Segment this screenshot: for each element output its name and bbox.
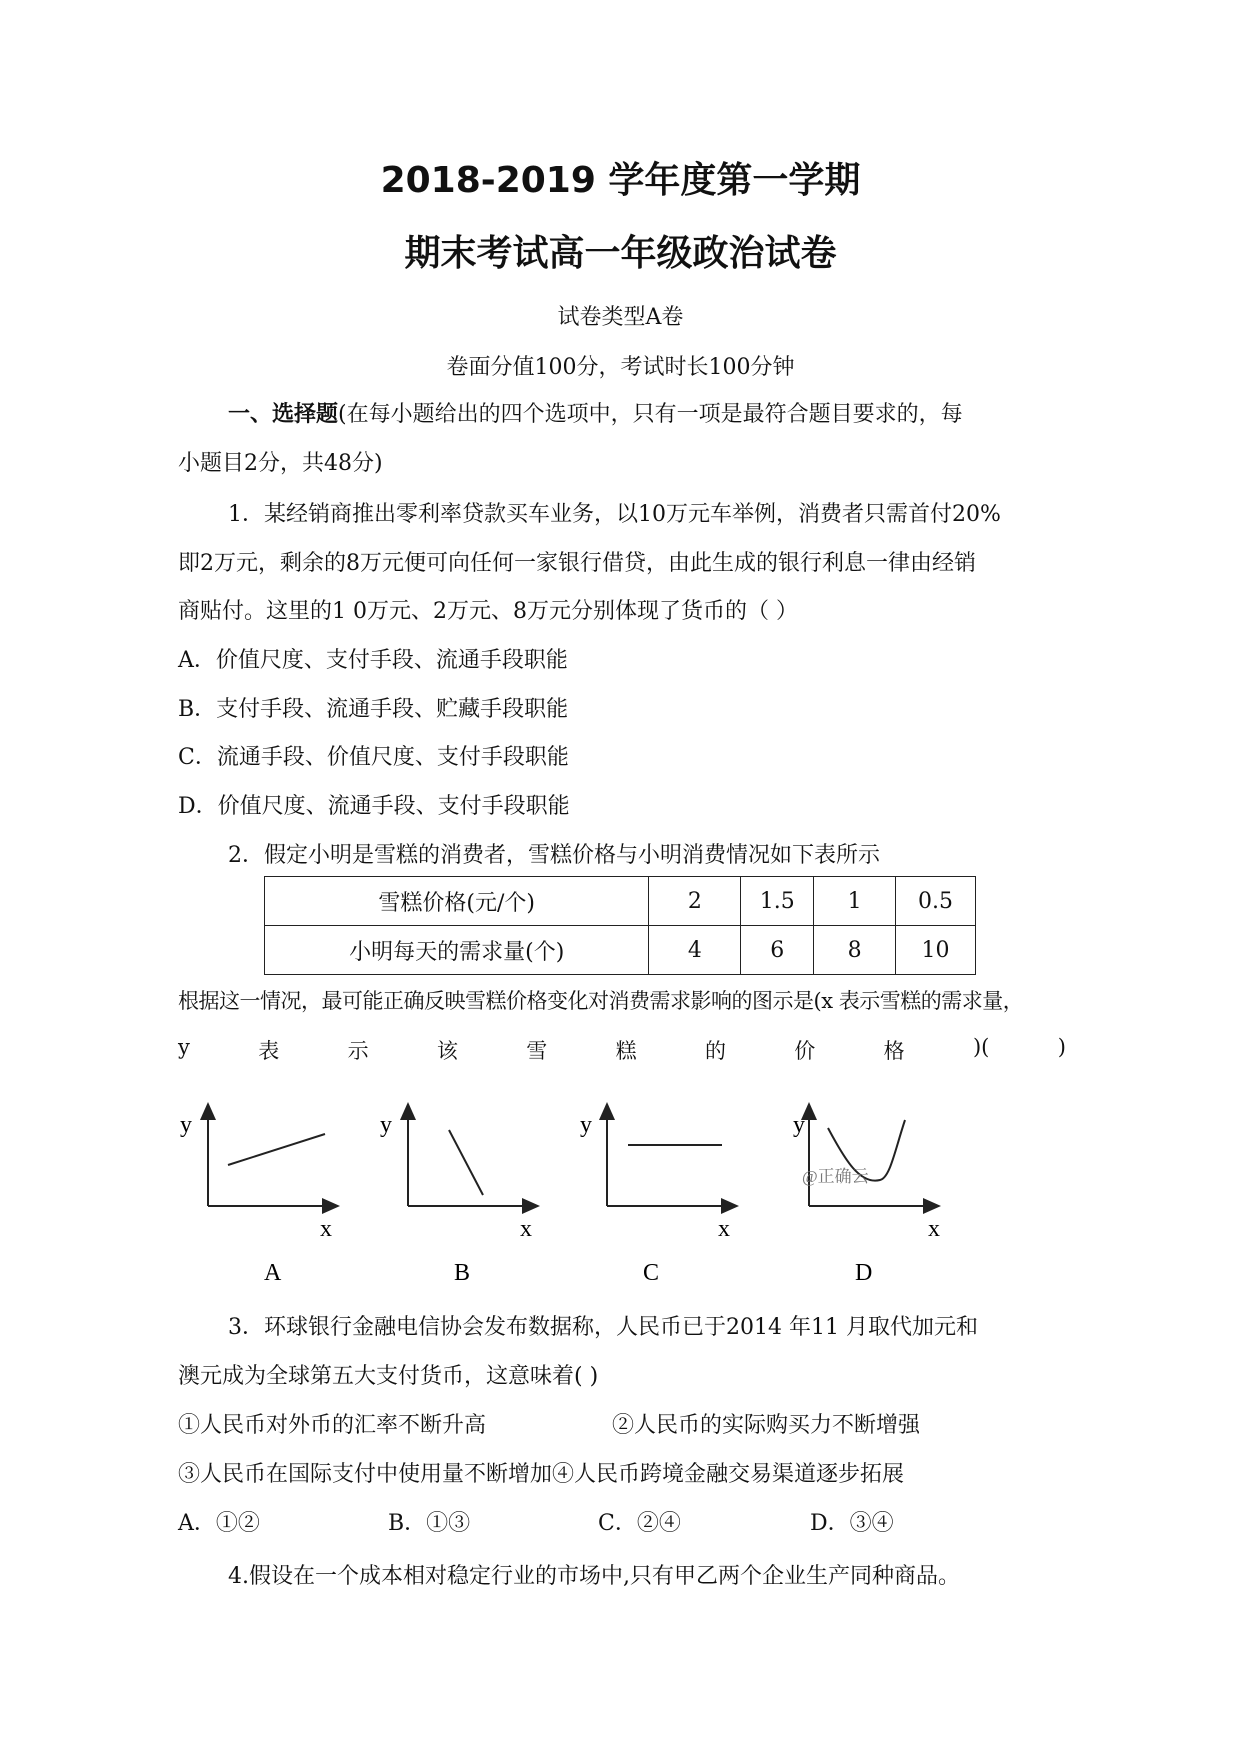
q3-line1: 3．环球银行金融电信协会发布数据称，人民币已于2014 年11 月取代加元和 <box>228 1315 978 1340</box>
graph-a-x-label: x <box>320 1216 332 1242</box>
graph-a-label: A <box>264 1260 282 1286</box>
q3-item2: ②人民币的实际购买力不断增强 <box>612 1413 921 1438</box>
table-cell: 4 <box>649 926 741 975</box>
q2-word: 格 <box>883 1039 905 1063</box>
graph-a <box>180 1110 332 1286</box>
exam-title-line1: 2018-2019 学年度第一学期 <box>380 160 861 201</box>
q2-word: 表 <box>258 1039 280 1063</box>
q1-line2: 即2万元，剩余的8万元便可向任何一家银行借贷，由此生成的银行利息一律由经销 <box>178 551 976 576</box>
graph-d <box>793 1110 940 1286</box>
q2-word: 糕 <box>615 1039 637 1063</box>
q1-line1: 1．某经销商推出零利率贷款买车业务，以10万元车举例，消费者只需首付20% <box>228 502 1001 527</box>
q1-option-c: C．流通手段、价值尺度、支付手段职能 <box>178 745 569 770</box>
section-instruction-line2: 小题目2分，共48分) <box>178 451 383 476</box>
graph-c-y-label: y <box>580 1112 592 1138</box>
graph-b-y-label: y <box>380 1112 392 1138</box>
paper-type: 试卷类型A卷 <box>557 305 684 330</box>
q2-graphs <box>0 1100 1241 1300</box>
table-cell: 1.5 <box>741 877 814 926</box>
graph-b-x-label: x <box>520 1216 532 1242</box>
q2-stem: 2．假定小明是雪糕的消费者，雪糕价格与小明消费情况如下表所示 <box>228 843 880 868</box>
q3-option-d: D．③④ <box>810 1511 894 1536</box>
q2-word: 雪 <box>526 1039 548 1063</box>
graph-a-curve <box>228 1134 325 1165</box>
graph-a-y-label: y <box>180 1112 192 1138</box>
table-cell: 0.5 <box>896 877 976 926</box>
graph-d-x-label: x <box>928 1216 940 1242</box>
table-row <box>265 877 976 926</box>
q2-word: 的 <box>704 1039 726 1063</box>
table-cell: 6 <box>741 926 814 975</box>
graph-b-curve <box>449 1130 483 1195</box>
table-row <box>265 926 976 975</box>
graph-c-label: C <box>643 1260 660 1286</box>
q3-option-c: C．②④ <box>598 1511 681 1536</box>
table-cell-label: 雪糕价格(元/个) <box>265 877 649 926</box>
graph-d-label: D <box>855 1260 873 1286</box>
q1-option-a: A．价值尺度、支付手段、流通手段职能 <box>178 648 568 673</box>
table-cell: 1 <box>814 877 896 926</box>
q1-option-b: B．支付手段、流通手段、贮藏手段职能 <box>178 697 569 722</box>
q3-item34: ③人民币在国际支付中使用量不断增加④人民币跨境金融交易渠道逐步拓展 <box>178 1462 905 1487</box>
q1-option-d: D．价值尺度、流通手段、支付手段职能 <box>178 794 570 819</box>
section-instruction-line1 <box>228 397 963 428</box>
table-cell-label: 小明每天的需求量(个) <box>265 926 649 975</box>
graph-b-label: B <box>454 1260 471 1286</box>
graph-c-x-label: x <box>718 1216 730 1242</box>
q4-line1: 4.假设在一个成本相对稳定行业的市场中,只有甲乙两个企业生产同种商品。 <box>228 1564 960 1589</box>
graph-d-y-label: y <box>793 1112 805 1138</box>
q2-word: ) <box>1057 1035 1066 1059</box>
q2-word: )( <box>972 1035 990 1059</box>
q2-question-line2 <box>178 1035 1066 1065</box>
section-heading: 一、选择题 <box>228 402 339 427</box>
q2-word: 该 <box>436 1039 458 1063</box>
q2-word: 示 <box>347 1039 369 1063</box>
q3-option-b: B．①③ <box>388 1511 471 1536</box>
table-cell: 2 <box>649 877 741 926</box>
q3-option-a: A．①② <box>178 1511 260 1536</box>
q2-data-table <box>264 876 976 975</box>
exam-title-line2: 期末考试高一年级政治试卷 <box>404 233 837 274</box>
q2-word: 价 <box>794 1039 816 1063</box>
q3-line2: 澳元成为全球第五大支付货币，这意味着( ) <box>178 1364 599 1389</box>
section-instruction-text: (在每小题给出的四个选项中，只有一项是最符合题目要求的，每 <box>338 402 963 427</box>
q2-question-line1: 根据这一情况，最可能正确反映雪糕价格变化对消费需求影响的图示是(x 表示雪糕的需求量， <box>178 989 1024 1013</box>
q3-item1: ①人民币对外币的汇率不断升高 <box>178 1413 487 1438</box>
q1-line3: 商贴付。这里的1 0万元、2万元、8万元分别体现了货币的（ ） <box>178 599 798 624</box>
q2-word: y <box>178 1035 190 1059</box>
table-cell: 10 <box>896 926 976 975</box>
score-info: 卷面分值100分，考试时长100分钟 <box>446 355 795 380</box>
graph-b <box>380 1110 532 1286</box>
graph-c <box>580 1110 731 1286</box>
table-cell: 8 <box>814 926 896 975</box>
graph-d-watermark: @正确云 <box>802 1167 869 1186</box>
